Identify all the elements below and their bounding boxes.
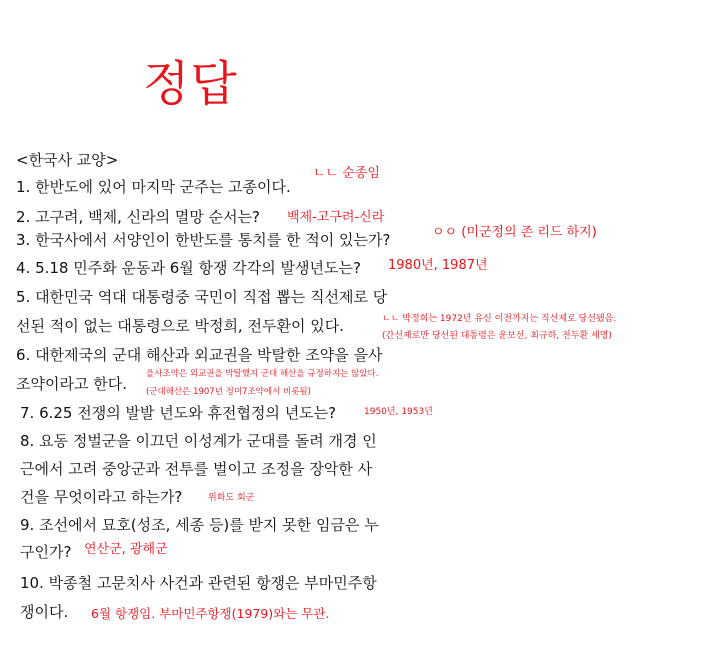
question-8-line-3: 건을 무엇이라고 하는가? (20, 488, 183, 506)
answer-4: 1980년, 1987년 (388, 258, 488, 273)
answer-1: ㄴㄴ 순종임 (313, 166, 380, 181)
question-8-line-2: 근에서 고려 중앙군과 전투를 벌이고 조정을 장악한 사 (20, 460, 373, 478)
page-title: 정답 (143, 56, 238, 112)
question-8-line-1: 8. 요동 정벌군을 이끄던 이성계가 군대를 돌려 개경 인 (20, 432, 377, 450)
question-9-line-2: 구인가? (20, 543, 72, 561)
answer-7: 1950년, 1953년 (364, 407, 433, 417)
question-6-line-2: 조약이라고 한다. (16, 375, 127, 393)
answer-5-line-2: (간선제로만 당선된 대통령은 윤보선, 최규하, 전두환 세명) (382, 331, 612, 341)
answer-2: 백제-고구려-신라 (287, 210, 385, 225)
question-4: 4. 5.18 민주화 운동과 6월 항쟁 각각의 발생년도는? (16, 259, 361, 277)
question-6-line-1: 6. 대한제국의 군대 해산과 외교권을 박탈한 조약을 을사 (16, 346, 383, 364)
answer-5-line-1: ㄴㄴ 박정희는 1972년 유신 이전까지는 직선제로 당선됐음. (382, 314, 617, 324)
answer-3: ㅇㅇ (미군정의 존 리드 하지) (432, 225, 597, 240)
answer-10: 6월 항쟁임. 부마민주항쟁(1979)와는 무관. (91, 606, 330, 621)
section-heading: <한국사 교양> (16, 151, 119, 169)
question-5-line-1: 5. 대한민국 역대 대통령중 국민이 직접 뽑는 직선제로 당 (16, 288, 388, 306)
question-5-line-2: 선된 적이 없는 대통령으로 박정희, 전두환이 있다. (16, 317, 344, 335)
question-7: 7. 6.25 전쟁의 발발 년도와 휴전협정의 년도는? (20, 404, 337, 422)
question-9-line-1: 9. 조선에서 묘호(성조, 세종 등)를 받지 못한 임금은 누 (20, 516, 379, 534)
answer-6-line-2: (군대해산은 1907년 정미7조약에서 비롯됨) (146, 387, 311, 397)
question-3: 3. 한국사에서 서양인이 한반도를 통치를 한 적이 있는가? (16, 231, 391, 249)
question-2: 2. 고구려, 백제, 신라의 멸망 순서는? (16, 208, 261, 226)
question-1: 1. 한반도에 있어 마지막 군주는 고종이다. (16, 178, 291, 196)
question-10-line-1: 10. 박종철 고문치사 사건과 관련된 항쟁은 부마민주항 (20, 574, 377, 592)
question-10-line-2: 쟁이다. (20, 603, 69, 621)
answer-9: 연산군, 광해군 (84, 542, 168, 557)
answer-8: 위화도 회군 (208, 493, 255, 503)
answer-6-line-1: 을사조약은 외교권을 박탈했지 군대 해산을 규정하지는 않았다. (146, 369, 379, 379)
